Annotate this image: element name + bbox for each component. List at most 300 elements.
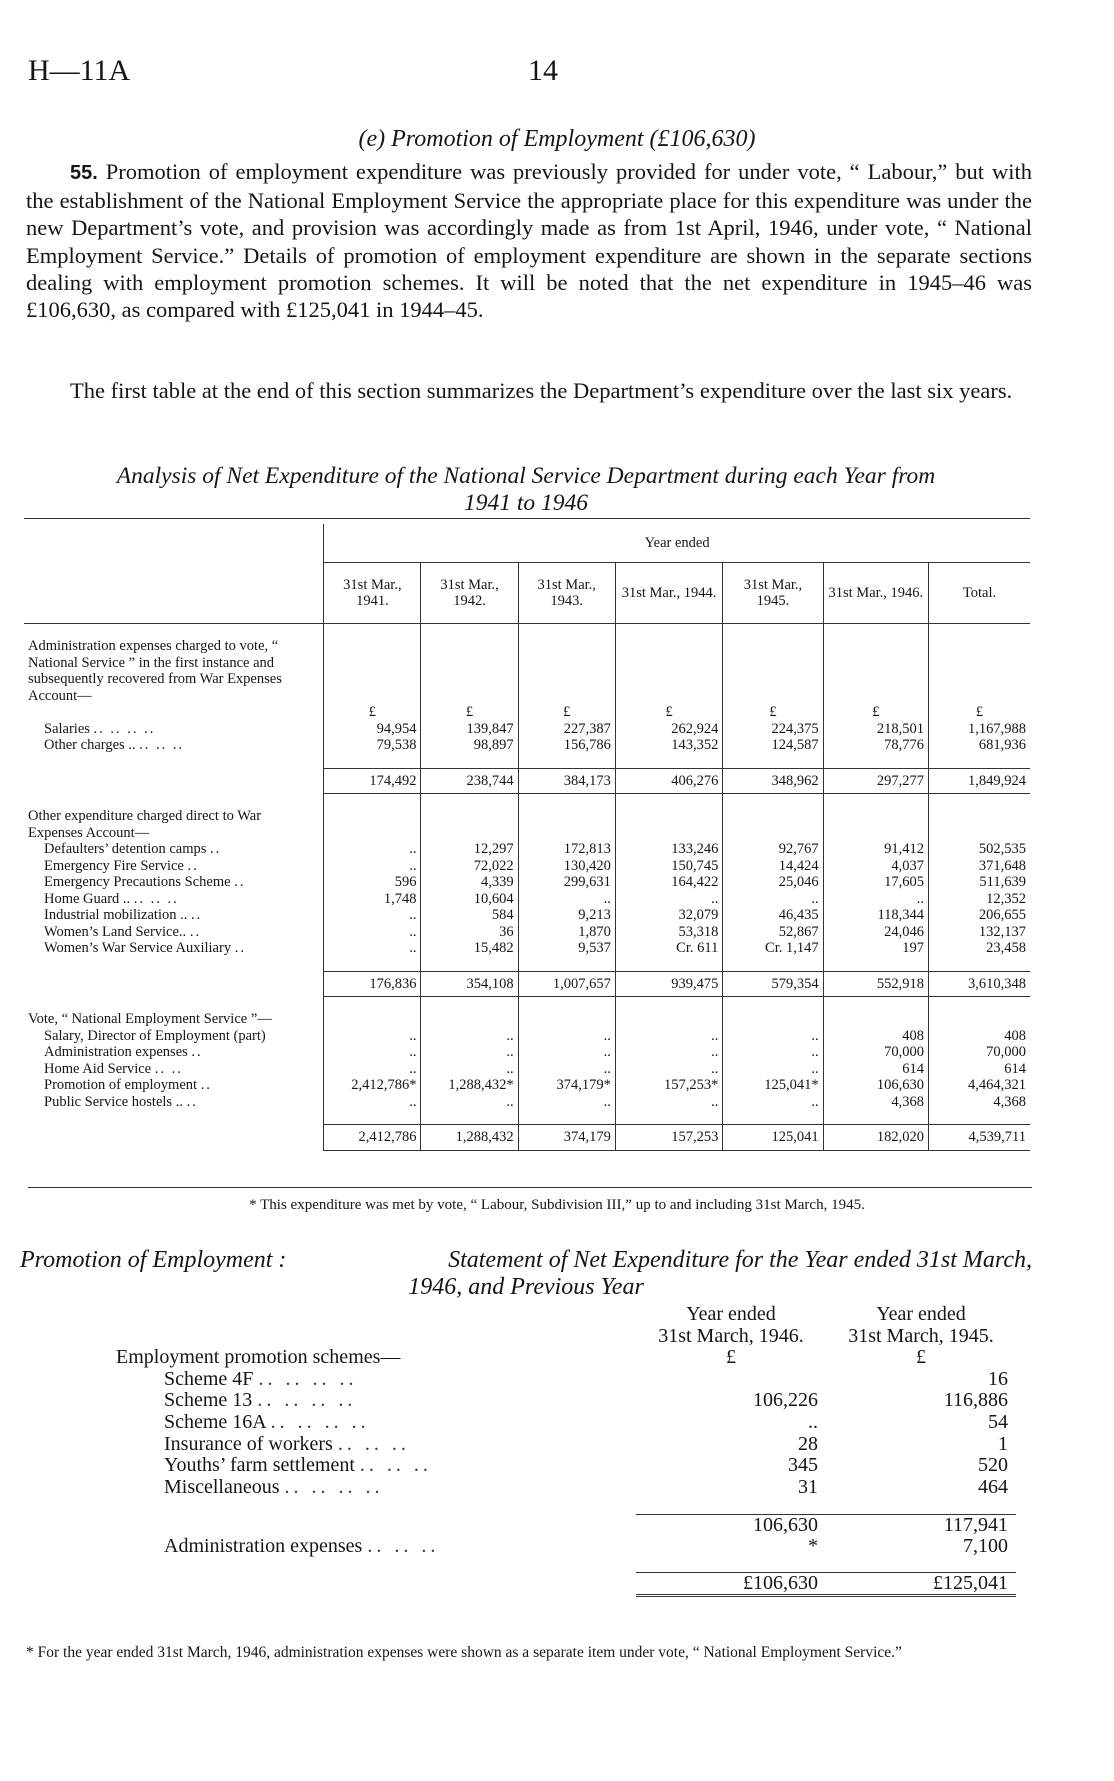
- row-label-text: Other charges ..: [44, 737, 136, 753]
- column-header-5: 31st Mar., 1946.: [823, 563, 928, 624]
- spacer-d-cell: [615, 997, 723, 1012]
- table-cell: 371,648: [929, 858, 1030, 875]
- table-cell: 614: [929, 1061, 1030, 1078]
- table-cell: 4,037: [823, 858, 928, 875]
- table-cell: ..: [324, 1044, 421, 1061]
- subtotal-cell: 552,918: [823, 971, 928, 997]
- table-cell: 150,745: [615, 858, 723, 875]
- table-cell: 2,412,786*: [324, 1077, 421, 1094]
- spacer-c-cell: [615, 957, 723, 972]
- subtotal-cell: 125,041: [723, 1125, 823, 1151]
- currency-symbol: £: [615, 704, 723, 721]
- page-number: 14: [528, 54, 558, 87]
- table-cell: 227,387: [518, 721, 615, 738]
- row-label-text: Home Guard ..: [44, 890, 131, 907]
- spacer-a-cell: [823, 754, 928, 769]
- table-cell: 4,339: [421, 874, 518, 891]
- table-cell: 70,000: [823, 1044, 928, 1061]
- currency-symbol: £: [929, 704, 1030, 721]
- stub-header-blank: [24, 524, 324, 563]
- table-cell: ..: [421, 1028, 518, 1045]
- table-cell: 52,867: [723, 924, 823, 941]
- table-cell: 23,458: [929, 940, 1030, 957]
- spacer-e-cell: [324, 1110, 421, 1125]
- table-row: [24, 891, 1030, 908]
- spacer-b-cell: [823, 794, 928, 809]
- scheme-row: [116, 1369, 1016, 1391]
- row-label-text: Emergency Fire Service: [44, 857, 184, 874]
- table-row: [24, 1077, 1030, 1094]
- table-cell: 133,246: [615, 841, 723, 858]
- section-admin-label-text: Administration expenses charged to vote, “ National Service ” in the first instance and subsequently recovered from War Expenses Account—: [28, 638, 282, 704]
- scheme-row: [116, 1477, 1016, 1499]
- paragraph-text: Promotion of employment expenditure was previously provided for under vote, “ Labour,” but with the establishment of the National Employment Service the appropriate place for this expenditure was under the new Department’s vote, and provision was accordingly made as from 1st April, 1946, under vote, “ National Employment Service.” Details of promotion of employment expenditure are shown in the separate sections dealing with employment promotion schemes. It will be noted that the net expenditure in 1945–46 was £106,630, as compared with £125,041 in 1944–45.: [26, 159, 1032, 323]
- subtotal-cell: 176,836: [324, 971, 421, 997]
- spacer-c: [24, 957, 1030, 972]
- section-war-expenses-label-cell: [823, 808, 928, 841]
- subtotal-cell: 4,539,711: [929, 1125, 1030, 1151]
- gap-cell: [116, 1498, 636, 1514]
- table-row: [24, 924, 1030, 941]
- table-cell: 511,639: [929, 874, 1030, 891]
- table-cell: 53,318: [615, 924, 723, 941]
- row-leader-dots: ..: [187, 857, 199, 874]
- table-cell: ..: [324, 841, 421, 858]
- table-cell: 118,344: [823, 907, 928, 924]
- table-cell: ..: [615, 891, 723, 908]
- table-cell: 596: [324, 874, 421, 891]
- table1-body: [24, 624, 1030, 1151]
- table-cell: 156,786: [518, 737, 615, 754]
- table-cell: 12,352: [929, 891, 1030, 908]
- table-cell: 79,538: [324, 737, 421, 754]
- table-cell: ..: [421, 1094, 518, 1111]
- spacer-c-cell: [518, 957, 615, 972]
- table-cell: ..: [518, 1044, 615, 1061]
- table-cell: 98,897: [421, 737, 518, 754]
- spacer-d-stub: [24, 997, 324, 1012]
- subtotal-cell: 1,849,924: [929, 768, 1030, 794]
- column-header-6: Total.: [929, 563, 1030, 624]
- scheme-row-value-1945: 116,886: [943, 1389, 1008, 1412]
- table-cell: 46,435: [723, 907, 823, 924]
- subtotal-cell: 1,007,657: [518, 971, 615, 997]
- spacer-e-cell: [421, 1110, 518, 1125]
- currency-symbol: £: [324, 704, 421, 721]
- table-row: [24, 1094, 1030, 1111]
- expenditure-analysis-table: [24, 524, 1030, 1151]
- subtotal-stub: [24, 768, 324, 794]
- row-label-text: Salaries: [44, 720, 90, 737]
- row-label: [24, 940, 324, 957]
- table2-title: [20, 1247, 1032, 1301]
- table-cell: 1,288,432*: [421, 1077, 518, 1094]
- grand-total-row-value-1946: £106,630: [636, 1572, 826, 1596]
- column-header-1: 31st Mar., 1942.: [421, 563, 518, 624]
- table-cell: 299,631: [518, 874, 615, 891]
- subtotal-cell: 174,492: [324, 768, 421, 794]
- spacer-b-stub: [24, 794, 324, 809]
- subtotal-cell: 406,276: [615, 768, 723, 794]
- subtotal-cell: 354,108: [421, 971, 518, 997]
- table-cell: 15,482: [421, 940, 518, 957]
- spacer-e-cell: [723, 1110, 823, 1125]
- spacer-a: [24, 754, 1030, 769]
- admin-row: [116, 1536, 1016, 1558]
- table-cell: 262,924: [615, 721, 723, 738]
- row-leader-dots: ..: [234, 940, 246, 956]
- table-cell: 224,375: [723, 721, 823, 738]
- section-nes-vote-label-cell: [929, 1011, 1030, 1028]
- row-label: [24, 874, 324, 891]
- spacer-b-cell: [324, 794, 421, 809]
- column-header-4: 31st Mar., 1945.: [723, 563, 823, 624]
- scheme-row-label: [116, 1434, 636, 1456]
- spacer-d-cell: [518, 997, 615, 1012]
- currency-symbol: £: [723, 704, 823, 721]
- subtotal-cell: 157,253: [615, 1125, 723, 1151]
- table-cell: ..: [723, 1061, 823, 1078]
- row-label-text: Promotion of employment: [44, 1077, 198, 1093]
- table1-footnote: * This expenditure was met by vote, “ Labour, Subdivision III,” up to and including 31st March, 1945.: [249, 1197, 865, 1213]
- table-row: [24, 907, 1030, 924]
- table-cell: ..: [615, 1044, 723, 1061]
- table2-title-line2: 1946, and Previous Year: [408, 1274, 644, 1300]
- spacer-a-cell: [421, 754, 518, 769]
- table-cell: ..: [723, 1044, 823, 1061]
- table2-footnote: * For the year ended 31st March, 1946, administration expenses were shown as a separate item under vote, “ National Employment Service.”: [26, 1644, 902, 1661]
- table2-title-right: Statement of Net Expenditure for the Year ended 31st March,: [448, 1247, 1032, 1273]
- table-cell: 1,870: [518, 924, 615, 941]
- table-cell: ..: [421, 1044, 518, 1061]
- spacer-top-cell: [324, 624, 421, 639]
- table-cell: 124,587: [723, 737, 823, 754]
- scheme-row-value-1945: 54: [988, 1410, 1008, 1433]
- table-cell: 374,179*: [518, 1077, 615, 1094]
- table-cell: 94,954: [324, 721, 421, 738]
- table-cell: ..: [615, 1061, 723, 1078]
- scheme-row-value-1946: 28: [798, 1432, 818, 1455]
- scheme-row-label-text: Youths’ farm settlement: [164, 1454, 355, 1477]
- year-ended-header: Year ended: [324, 524, 1030, 563]
- table-cell: ..: [723, 1028, 823, 1045]
- table-row: [24, 1044, 1030, 1061]
- table-cell: 408: [823, 1028, 928, 1045]
- table-cell: 72,022: [421, 858, 518, 875]
- row-label-text: Industrial mobilization ..: [44, 907, 188, 923]
- subtotal-cell: 939,475: [615, 971, 723, 997]
- subtotal-cell: 374,179: [518, 1125, 615, 1151]
- table-cell: 584: [421, 907, 518, 924]
- scheme-row-label: [116, 1390, 636, 1412]
- scheme-row-leader-dots: .. .. ..: [359, 1454, 432, 1477]
- subtotal-cell: 1,288,432: [421, 1125, 518, 1151]
- row-label: [24, 924, 324, 941]
- table-row: [24, 940, 1030, 957]
- row-label-text: Defaulters’ detention camps: [44, 841, 207, 857]
- table1-title-line2: 1941 to 1946: [463, 490, 589, 516]
- table-cell: 32,079: [615, 907, 723, 924]
- table-cell: ..: [723, 1094, 823, 1111]
- table-cell: ..: [823, 891, 928, 908]
- row-leader-dots: .. ..: [154, 1060, 183, 1077]
- table-cell: 172,813: [518, 841, 615, 858]
- table-cell: 36: [421, 924, 518, 941]
- table-cell: 218,501: [823, 721, 928, 738]
- table-cell: 125,041*: [723, 1077, 823, 1094]
- table-cell: 25,046: [723, 874, 823, 891]
- currency-row-stub: [24, 704, 324, 721]
- table-cell: ..: [421, 1061, 518, 1078]
- spacer-e-cell: [615, 1110, 723, 1125]
- spacer-c-stub: [24, 957, 324, 972]
- scheme-row: [116, 1434, 1016, 1456]
- spacer-top: [24, 624, 1030, 639]
- scheme-row-leader-dots: .. .. .. ..: [270, 1410, 370, 1433]
- table-cell: 4,464,321: [929, 1077, 1030, 1094]
- spacer-e-cell: [823, 1110, 928, 1125]
- spacer-c-cell: [324, 957, 421, 972]
- admin-row-value-1945: 7,100: [963, 1535, 1008, 1558]
- spacer-b-cell: [615, 794, 723, 809]
- column-header-row: [24, 563, 1030, 624]
- table-cell: 681,936: [929, 737, 1030, 754]
- table-row: [24, 874, 1030, 891]
- section-admin-label-cell: [518, 638, 615, 704]
- scheme-row-label-text: Scheme 4F: [164, 1367, 254, 1390]
- promotion-statement-table: [116, 1304, 1016, 1597]
- section-nes-vote-label-cell: [518, 1011, 615, 1028]
- section-admin-label: [24, 638, 1030, 704]
- paragraph-number: 55.: [70, 162, 98, 184]
- table-row: [24, 737, 1030, 754]
- scheme-row-value-1946: 106,226: [753, 1389, 818, 1412]
- subtotal-row: [24, 1125, 1030, 1151]
- section-war-expenses-label-cell: [324, 808, 421, 841]
- scheme-row-label: [116, 1455, 636, 1477]
- table-cell: 91,412: [823, 841, 928, 858]
- table-cell: 502,535: [929, 841, 1030, 858]
- spacer-e-stub: [24, 1110, 324, 1125]
- row-leader-dots: .. .. ..: [133, 890, 179, 907]
- subtotal-row-value-1946: 106,630: [636, 1514, 826, 1536]
- section-admin-label-cell: [421, 638, 518, 704]
- table-cell: 4,368: [929, 1094, 1030, 1111]
- scheme-row-value-1945: 16: [988, 1367, 1008, 1390]
- spacer-e-cell: [929, 1110, 1030, 1125]
- paragraph-55: [26, 158, 1032, 323]
- row-label-text: Home Aid Service: [44, 1060, 152, 1077]
- scheme-row-label-text: Miscellaneous: [164, 1475, 280, 1498]
- subtotal-cell: 2,412,786: [324, 1125, 421, 1151]
- spacer-top-cell: [929, 624, 1030, 639]
- table-cell: 206,655: [929, 907, 1030, 924]
- table-cell: ..: [324, 940, 421, 957]
- table1-title: [20, 463, 1032, 517]
- spacer-c-cell: [823, 957, 928, 972]
- table-cell: 130,420: [518, 858, 615, 875]
- subtotal-row-label: [116, 1514, 636, 1536]
- scheme-row-leader-dots: .. .. .. ..: [257, 1389, 357, 1412]
- table-cell: 24,046: [823, 924, 928, 941]
- table-cell: 10,604: [421, 891, 518, 908]
- scheme-row: [116, 1455, 1016, 1477]
- row-label-text: Women’s Land Service..: [44, 923, 187, 940]
- table1-bottom-rule: [28, 1187, 1032, 1188]
- section-nes-vote-label-text: Vote, “ National Employment Service ”—: [28, 1011, 272, 1027]
- section-admin-label-cell: [324, 638, 421, 704]
- table-cell: 1,748: [324, 891, 421, 908]
- spacer-top-cell: [615, 624, 723, 639]
- row-leader-dots: ..: [200, 1077, 212, 1093]
- row-leader-dots: .. .. ..: [139, 737, 185, 753]
- column-header-3: 31st Mar., 1944.: [615, 563, 723, 624]
- spacer-d: [24, 997, 1030, 1012]
- spacer-d-cell: [723, 997, 823, 1012]
- spacer-top-cell: [421, 624, 518, 639]
- spacer-d-cell: [324, 997, 421, 1012]
- grand-total-row-label: [116, 1572, 636, 1596]
- row-label: [24, 721, 324, 738]
- spacer-b-cell: [518, 794, 615, 809]
- table-row: [24, 1028, 1030, 1045]
- row-label: [24, 1044, 324, 1061]
- spacer-top-stub: [24, 624, 324, 639]
- spacer-top-cell: [823, 624, 928, 639]
- row-label: [24, 1077, 324, 1094]
- table-row: [24, 841, 1030, 858]
- column-header-2: 31st Mar., 1943.: [518, 563, 615, 624]
- table-cell: 132,137: [929, 924, 1030, 941]
- table-cell: 408: [929, 1028, 1030, 1045]
- paragraph-summary: The first table at the end of this section summarizes the Department’s expenditure over the last six years.: [70, 378, 1013, 403]
- table-cell: ..: [615, 1028, 723, 1045]
- spacer-top-cell: [723, 624, 823, 639]
- spacer-top-cell: [518, 624, 615, 639]
- table2-body: [116, 1304, 1016, 1596]
- stub-header: [24, 563, 324, 624]
- spacer-c-cell: [421, 957, 518, 972]
- row-leader-dots: ..: [191, 1044, 203, 1060]
- table-row: [24, 858, 1030, 875]
- scheme-row-label: [116, 1477, 636, 1499]
- table-row: [24, 1061, 1030, 1078]
- spacer-a-cell: [615, 754, 723, 769]
- section-nes-vote-label: [24, 1011, 1030, 1028]
- scheme-row-leader-dots: .. .. .. ..: [258, 1367, 358, 1390]
- grand-total-row: [116, 1572, 1016, 1596]
- table-cell: 1,167,988: [929, 721, 1030, 738]
- row-label: [24, 891, 324, 908]
- section-nes-vote-label-cell: [324, 1011, 421, 1028]
- spacer-c-cell: [929, 957, 1030, 972]
- section-war-expenses-label-cell: [615, 808, 723, 841]
- row-label-text: Public Service hostels ..: [44, 1093, 183, 1110]
- table-cell: ..: [324, 1094, 421, 1111]
- currency-symbol: £: [823, 704, 928, 721]
- subtotal-cell: 238,744: [421, 768, 518, 794]
- grand-total-row-value-1945: £125,041: [826, 1572, 1016, 1596]
- subtotal-row: [24, 971, 1030, 997]
- col2-header-line2: 31st March, 1945.: [848, 1324, 994, 1347]
- subtotal-row: [116, 1514, 1016, 1536]
- scheme-row-label: [116, 1412, 636, 1434]
- table-cell: ..: [324, 1061, 421, 1078]
- table-cell: 12,297: [421, 841, 518, 858]
- table-cell: ..: [324, 924, 421, 941]
- row-leader-dots: ..: [186, 1093, 198, 1110]
- section-nes-vote-label-cell: [723, 1011, 823, 1028]
- subtotal-cell: 348,962: [723, 768, 823, 794]
- row-label-text: Administration expenses: [44, 1044, 188, 1060]
- table-cell: 143,352: [615, 737, 723, 754]
- section-heading: (e) Promotion of Employment (£106,630): [358, 126, 756, 152]
- section-war-expenses-label-cell: [929, 808, 1030, 841]
- table-cell: 4,368: [823, 1094, 928, 1111]
- admin-row-label: [116, 1536, 636, 1558]
- table2-gap: [116, 1558, 1016, 1572]
- section-admin-label-cell: [823, 638, 928, 704]
- table-cell: 614: [823, 1061, 928, 1078]
- table2-title-left: Promotion of Employment :: [20, 1247, 287, 1273]
- scheme-row-value-1945: 520: [978, 1454, 1008, 1477]
- row-label: [24, 1094, 324, 1111]
- row-label: [24, 1061, 324, 1078]
- col1-header-line2: 31st March, 1946.: [658, 1324, 804, 1347]
- col2-header-line1: Year ended: [876, 1303, 966, 1325]
- table-cell: ..: [723, 891, 823, 908]
- section-war-expenses-label: [24, 808, 1030, 841]
- row-label: [24, 858, 324, 875]
- subtotal-stub: [24, 1125, 324, 1151]
- column-header-0: 31st Mar., 1941.: [324, 563, 421, 624]
- spacer-d-cell: [421, 997, 518, 1012]
- subtotal-cell: 579,354: [723, 971, 823, 997]
- gap-cell: [116, 1558, 636, 1572]
- report-reference: H—11A: [28, 54, 131, 87]
- spacer-a-stub: [24, 754, 324, 769]
- section-nes-vote-label-cell: [421, 1011, 518, 1028]
- section-war-expenses-label-cell: [518, 808, 615, 841]
- table-cell: 14,424: [723, 858, 823, 875]
- currency-row: [24, 704, 1030, 721]
- subtotal-stub: [24, 971, 324, 997]
- table-cell: 157,253*: [615, 1077, 723, 1094]
- table-cell: ..: [518, 1028, 615, 1045]
- scheme-row-leader-dots: .. .. .. ..: [284, 1475, 384, 1498]
- row-label-text: Women’s War Service Auxiliary: [44, 940, 232, 956]
- spacer-d-cell: [929, 997, 1030, 1012]
- table-cell: 164,422: [615, 874, 723, 891]
- table-cell: ..: [324, 907, 421, 924]
- section-nes-vote-label-cell: [615, 1011, 723, 1028]
- table-cell: ..: [615, 1094, 723, 1111]
- table-cell: ..: [324, 1028, 421, 1045]
- row-label-text: Salary, Director of Employment (part): [44, 1027, 266, 1044]
- spacer-a-cell: [518, 754, 615, 769]
- table-cell: ..: [324, 858, 421, 875]
- spacer-a-cell: [929, 754, 1030, 769]
- table2-gap: [116, 1498, 1016, 1514]
- scheme-row-label-text: Insurance of workers: [164, 1432, 333, 1455]
- table-cell: 139,847: [421, 721, 518, 738]
- scheme-row-value-1946: 31: [798, 1475, 818, 1498]
- scheme-row-label-text: Scheme 13: [164, 1389, 253, 1412]
- row-leader-dots: ..: [191, 907, 203, 923]
- table-row: [24, 721, 1030, 738]
- table-cell: 197: [823, 940, 928, 957]
- scheme-row-value-1946: [636, 1369, 826, 1391]
